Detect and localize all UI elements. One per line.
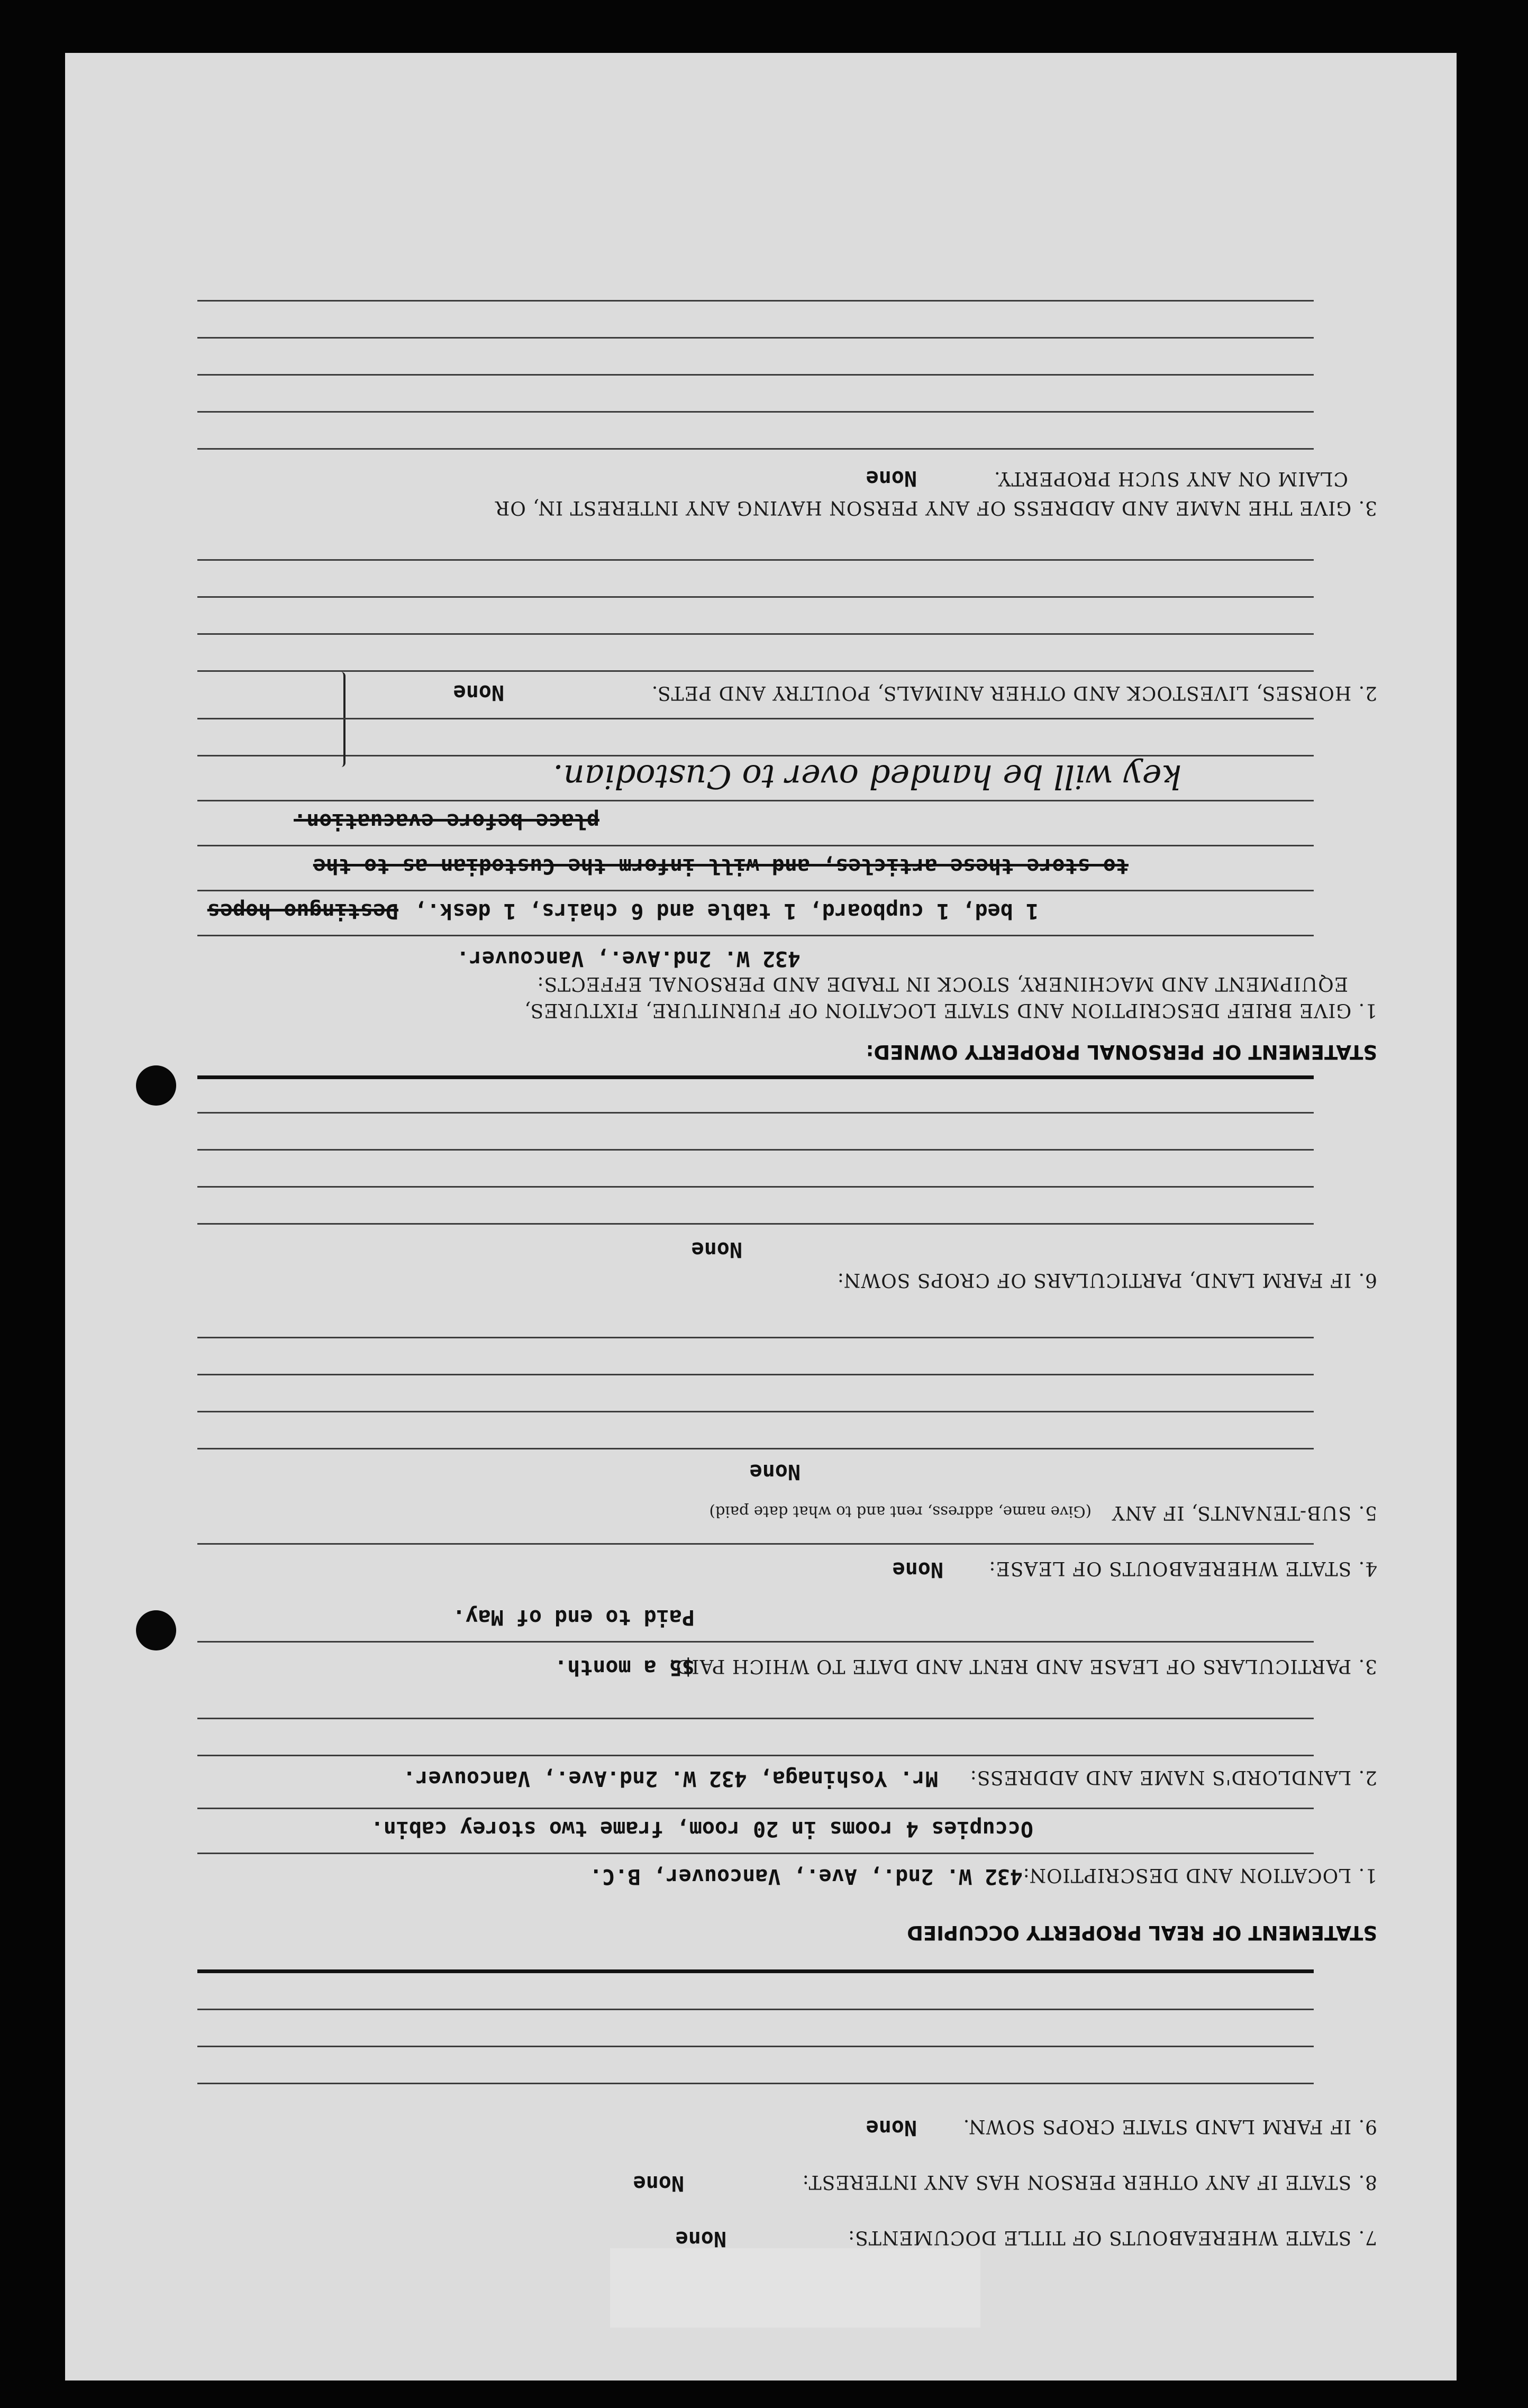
- struck-text-3: place before evacuation.: [294, 809, 599, 833]
- real-q2-answer: Mr. Yoshinaga, 432 W. 2nd.Ave., Vancouver.: [403, 1766, 938, 1791]
- real-q5-answer: None: [749, 1460, 801, 1484]
- rule-line: [197, 1755, 1314, 1756]
- real-q4-label: 4. STATE WHEREABOUTS OF LEASE:: [988, 1557, 1377, 1579]
- personal-q1-label-2: EQUIPMENT AND MACHINERY, STOCK IN TRADE AND PERSONAL EFFECTS:: [536, 973, 1348, 995]
- rule-line: [197, 1543, 1314, 1545]
- rule-line: [197, 935, 1314, 936]
- section-divider: [197, 1075, 1314, 1079]
- rule-line: [197, 718, 1314, 719]
- rule-line: [197, 1411, 1314, 1412]
- personal-property-heading: STATEMENT OF PERSONAL PROPERTY OWNED:: [866, 1041, 1377, 1063]
- rule-line: [197, 2009, 1314, 2010]
- rule-line: [197, 1374, 1314, 1375]
- handwritten-note: key will be handed over to Custodian.: [553, 758, 1181, 796]
- rule-line: [197, 1448, 1314, 1449]
- personal-q1-answer-1: 432 W. 2nd.Ave., Vancouver.: [456, 946, 801, 971]
- real-q7-label: 7. STATE WHEREABOUTS OF TITLE DOCUMENTS:: [848, 2227, 1377, 2248]
- real-property-heading: STATEMENT OF REAL PROPERTY OCCUPIED: [907, 1921, 1377, 1944]
- personal-q2-answer: None: [453, 680, 504, 705]
- rule-line: [197, 2046, 1314, 2047]
- rule-line: [197, 845, 1314, 846]
- struck-text-2: to store these articles, and will inform the Custodian as to the: [313, 854, 1129, 878]
- personal-q3-label-2: CLAIM ON ANY SUCH PROPERTY.: [994, 468, 1348, 489]
- real-q6-answer: None: [691, 1237, 742, 1262]
- personal-q1-answer-2: 1 bed, 1 cupboard, 1 table and 6 chairs, 1 desk.,: [414, 899, 1039, 923]
- rule-line: [197, 670, 1314, 672]
- rule-line: [197, 1149, 1314, 1151]
- rotated-form: [65, 53, 1457, 2380]
- rule-line: [197, 1112, 1314, 1114]
- rule-line: [197, 800, 1314, 801]
- real-q2-label: 2. LANDLORD'S NAME AND ADDRESS:: [969, 1766, 1377, 1788]
- real-q1-answer-2: Occupies 4 rooms in 20 room, frame two storey cabin.: [370, 1817, 1033, 1841]
- real-q3-answer-2: Paid to end of May.: [452, 1605, 695, 1629]
- rule-line: [197, 559, 1314, 561]
- rule-line: [197, 337, 1314, 339]
- real-q7-answer: None: [675, 2227, 726, 2251]
- real-q9-label: 9. IF FARM LAND STATE CROPS SOWN.: [962, 2115, 1377, 2137]
- rule-line: [197, 448, 1314, 450]
- faded-stamp-area: [610, 2248, 980, 2328]
- real-q1-answer-1: 432 W. 2nd., Ave., Vancouver, B.C.: [589, 1864, 1023, 1889]
- rule-line: [197, 1853, 1314, 1854]
- real-q5-label: 5. SUB-TENANTS, IF ANY: [1111, 1502, 1377, 1524]
- punch-hole: [136, 1610, 176, 1650]
- rule-line: [197, 300, 1314, 302]
- personal-q1-label-1: 1. GIVE BRIEF DESCRIPTION AND STATE LOCATION OF FURNITURE, FIXTURES,: [524, 999, 1377, 1021]
- rule-line: [197, 374, 1314, 376]
- real-q8-answer: None: [633, 2171, 684, 2195]
- real-q3-answer-1: $5 a month.: [554, 1655, 695, 1680]
- real-q5-note: (Give name, address, rent and to what date paid): [709, 1503, 1092, 1521]
- margin-bracket-mark: [337, 672, 345, 767]
- rule-line: [197, 633, 1314, 635]
- rule-line: [197, 755, 1314, 756]
- real-q1-label: 1. LOCATION AND DESCRIPTION:: [1022, 1864, 1377, 1886]
- rule-line: [197, 1223, 1314, 1225]
- rule-line: [197, 596, 1314, 598]
- rule-line: [197, 1186, 1314, 1188]
- rule-line: [197, 1337, 1314, 1338]
- document-page: [65, 53, 1457, 2380]
- rule-line: [197, 2083, 1314, 2084]
- rule-line: [197, 411, 1314, 413]
- rule-line: [197, 1718, 1314, 1719]
- personal-q2-label: 2. HORSES, LIVESTOCK AND OTHER ANIMALS, POULTRY AND PETS.: [651, 682, 1377, 704]
- rule-line: [197, 1641, 1314, 1643]
- personal-q3-label-1: 3. GIVE THE NAME AND ADDRESS OF ANY PERSON HAVING ANY INTEREST IN, OR: [495, 497, 1377, 518]
- real-q9-answer: None: [866, 2115, 917, 2140]
- punch-hole: [136, 1065, 176, 1106]
- real-q3-label: 3. PARTICULARS OF LEASE AND RENT AND DATE TO WHICH PAID:: [668, 1655, 1377, 1677]
- section-divider: [197, 1969, 1314, 1973]
- rule-line: [197, 890, 1314, 891]
- struck-text-1: Destinguo hopes: [207, 899, 398, 923]
- personal-q3-answer: None: [866, 466, 917, 490]
- real-q8-label: 8. STATE IF ANY OTHER PERSON HAS ANY INTEREST:: [802, 2171, 1377, 2193]
- real-q6-label: 6. IF FARM LAND, PARTICULARS OF CROPS SOWN:: [836, 1269, 1377, 1291]
- real-q4-answer: None: [892, 1557, 943, 1582]
- rule-line: [197, 1808, 1314, 1809]
